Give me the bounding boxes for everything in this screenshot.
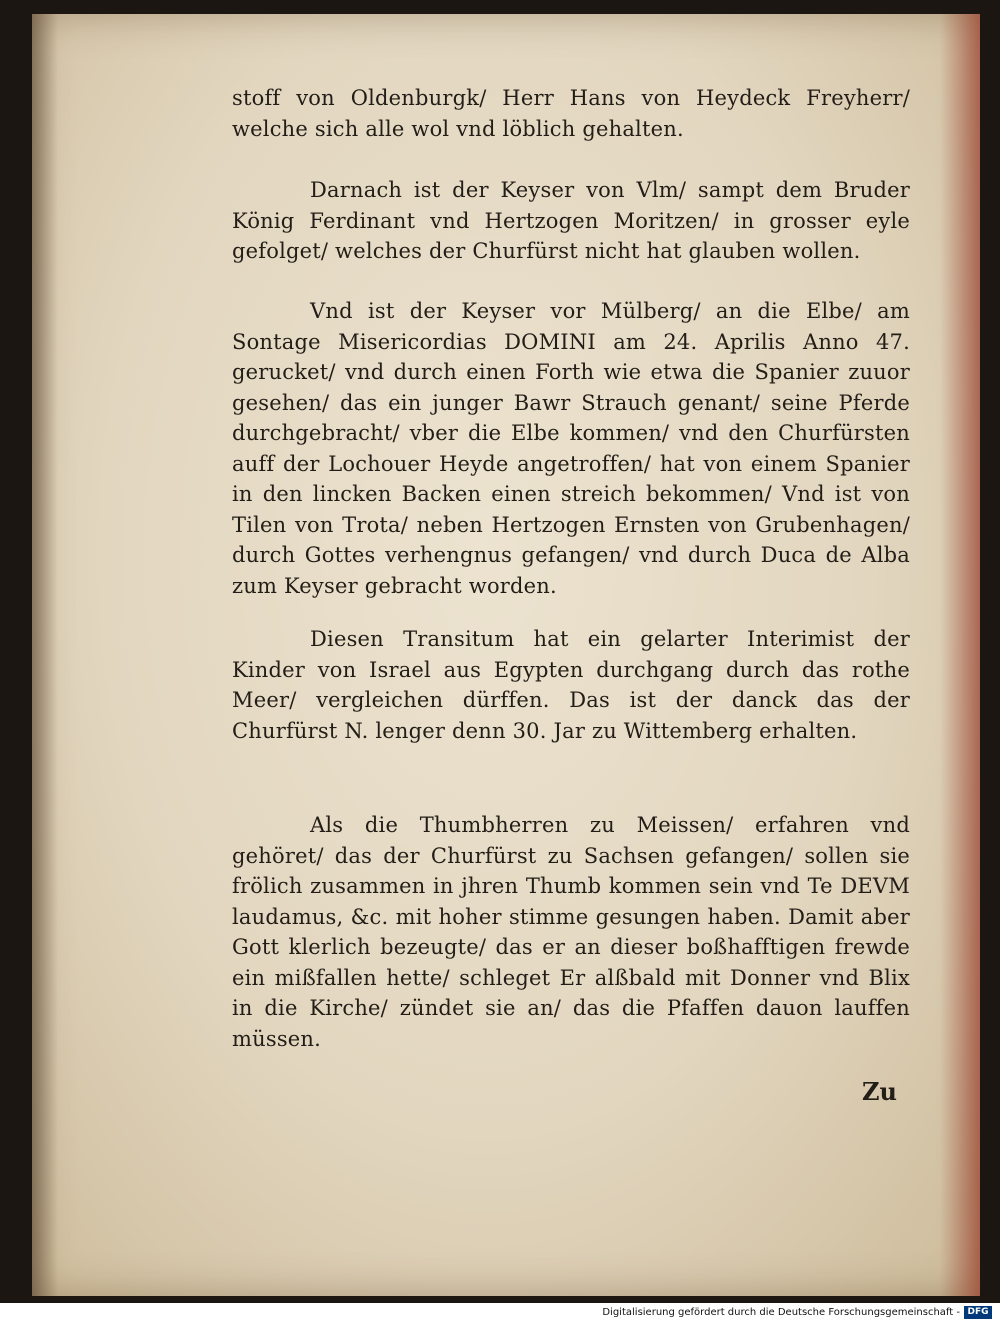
paragraph: Als die Thumbherren zu Meissen/ erfahren vnd gehöret/ das der Churfürst zu Sachsen gefangen/ sollen sie frölich zusammen in jhren Thumb kommen sein vnd Te DEVM laudamus, &c. mit hoher stimme gesungen haben. Damit aber Gott klerlich bezeugte/ das er an dieser boßhafftigen frewde ein mißfallen hette/ schleget Er alßbald mit Donner vnd Blix in die Kirche/ zündet sie an/ das die Pfaffen dauon lauffen müssen.: [232, 813, 910, 1051]
paragraph: Diesen Transitum hat ein gelarter Interimist der Kinder von Israel aus Egypten durchgang durch das rothe Meer/ vergleichen dürffen. Das ist der danck das der Churfürst N. lenger denn 30. Jar zu Wittemberg erhalten.: [232, 627, 910, 743]
paragraph: Vnd ist der Keyser vor Mülberg/ an die Elbe/ am Sontage Misericordias DOMINI am 24. Aprilis Anno 47. gerucket/ vnd durch einen Forth wie etwa die Spanier zuuor gesehen/ das ein junger Bawr Strauch genant/ seine Pferde durchgebracht/ vber die Elbe kommen/ vnd den Churfürsten auff der Lochouer Heyde angetroffen/ hat von einem Spanier in den lincken Backen einen streich bekommen/ Vnd ist von Tilen von Trota/ neben Hertzogen Ernsten von Grubenhagen/ durch Gottes verhengnus gefangen/ vnd durch Duca de Alba zum Keyser gebracht worden.: [232, 299, 910, 598]
footer-bar: [0, 1303, 1000, 1323]
paragraph: stoff von Oldenburgk/ Herr Hans von Heydeck Freyherr/ welche sich alle wol vnd löblich gehalten.: [232, 86, 910, 141]
paragraph: Darnach ist der Keyser von Vlm/ sampt dem Bruder König Ferdinant vnd Hertzogen Moritzen/ in grosser eyle gefolget/ welches der Churfürst nicht hat glauben wollen.: [232, 178, 910, 263]
catchword: Zu: [862, 1077, 897, 1106]
funding-credit: Digitalisierung gefördert durch die Deutsche Forschungsgemeinschaft -: [602, 1307, 960, 1318]
dfg-logo-icon: DFG: [964, 1306, 992, 1319]
